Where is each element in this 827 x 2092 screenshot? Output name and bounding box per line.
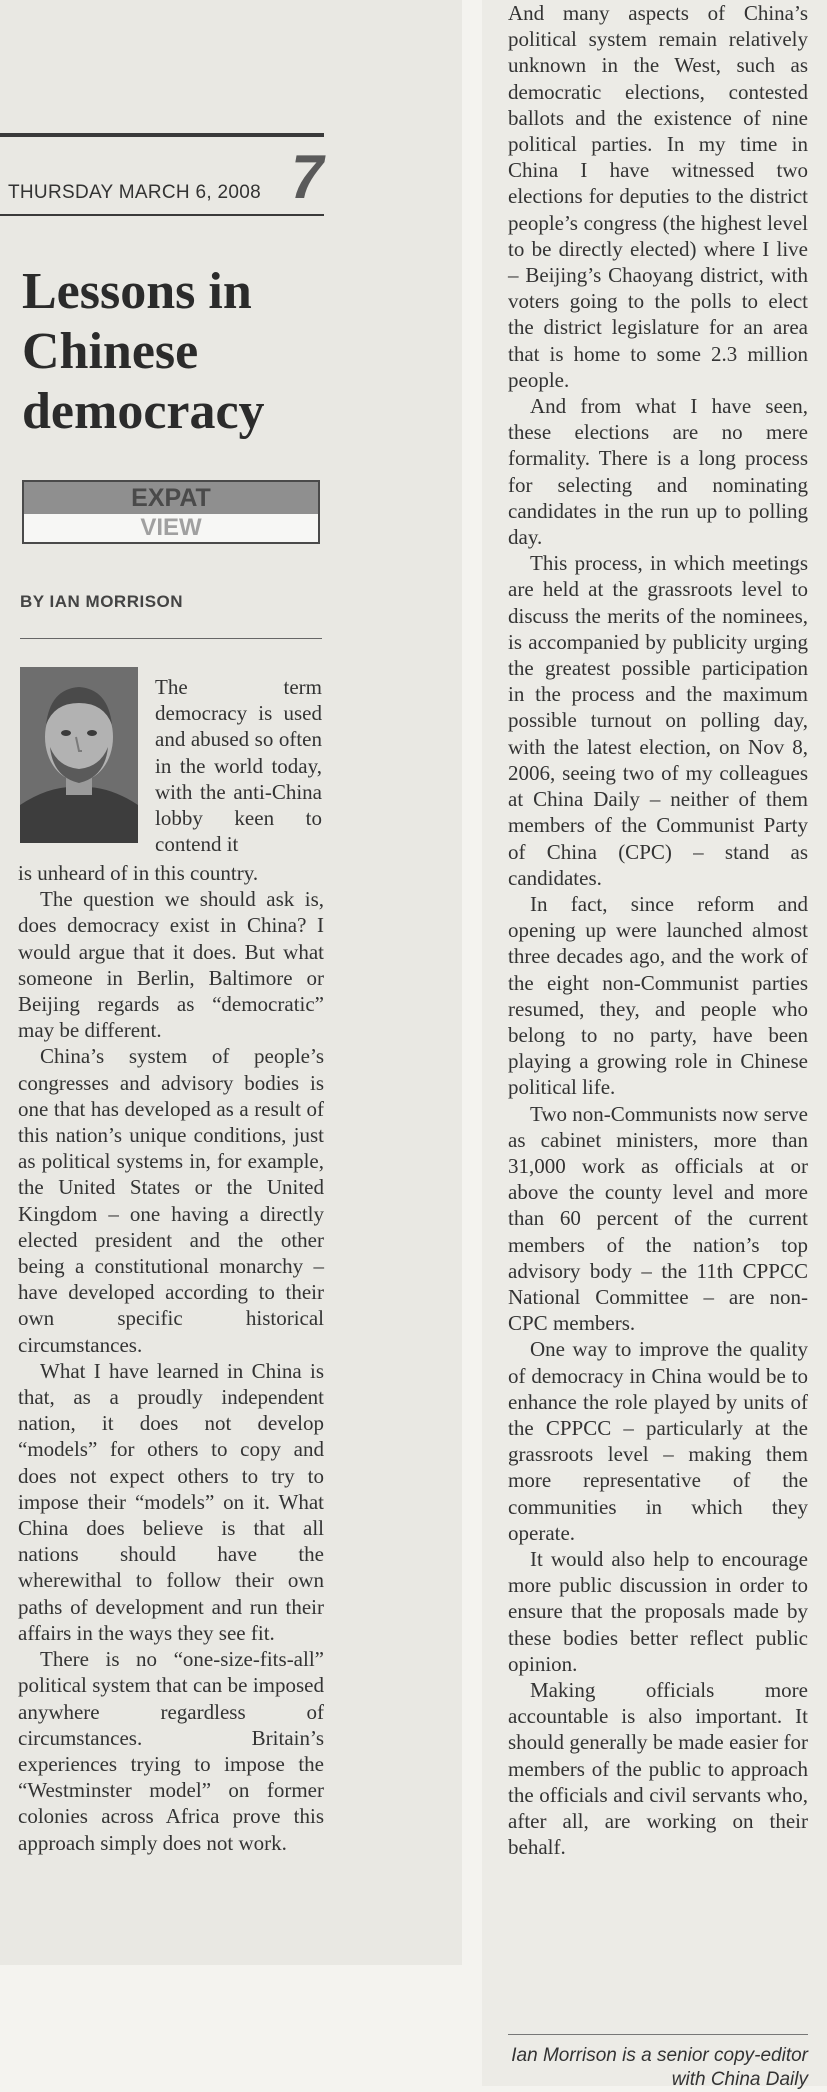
body-paragraph: Making officials more accountable is also important. It should generally be made easier for members of the public to approach the officials and civil servants who, after all, are working on their behalf. — [508, 1678, 808, 1860]
body-paragraph: And many aspects of China’s political system remain relatively unknown in the West, such as democratic elections, contested ballots and the existence of nine political parties. In my time in China I have witnessed two elections for deputies to the district people’s congress (the highest level to be directly elected) where I live – Beijing’s Chaoyang district, with voters going to the polls to elect the district legislature for an area that is home to some 2.3 million people. — [508, 1, 808, 392]
bio-rule — [508, 2034, 808, 2035]
body-paragraph: It would also help to encourage more public discussion in order to ensure that the proposals made by these bodies better reflect public opinion. — [508, 1546, 808, 1676]
body-paragraph: In fact, since reform and opening up were launched almost three decades ago, and the work of the eight non-Communist parties resumed, they, and people who belong to no party, have been playing a growing role in Chinese political life. — [508, 891, 808, 1100]
intro-text — [155, 674, 322, 857]
intro-paragraph: The term democracy is used and abused so often in the world today, with the anti-China lobby keen to contend it — [155, 675, 322, 857]
body-paragraph: Two non-Communists now serve as cabinet ministers, more than 31,000 work as officials at or above the county level and more than 60 percent of the current members of the nation’s top advisory body – the 11th CPPCC National Committee – are non-CPC members. — [508, 1101, 808, 1336]
headline: Lessons in Chinese democracy — [22, 263, 265, 440]
intro-continued: is unheard of in this country. — [18, 861, 259, 885]
column-badge — [22, 480, 320, 544]
author-portrait-icon — [20, 667, 138, 843]
column-badge-top: EXPAT — [24, 482, 318, 514]
byline-rule — [20, 638, 322, 639]
right-body — [508, 0, 808, 1860]
body-paragraph: China’s system of people’s congresses and advisory bodies is one that has developed as a result of this nation’s unique conditions, just as political systems in, for example, the United States or the United Kingdom – one having a directly elected president and the other being a constitutional monarchy – have developed according to their own specific historical circumstances. — [18, 1044, 324, 1357]
body-paragraph: And from what I have seen, these elections are no mere formality. There is a long process for selecting and nominating candidates in the run up to polling day. — [508, 394, 808, 550]
body-paragraph: What I have learned in China is that, as a proudly independent nation, it does not develop “models” for others to copy and does not expect others to try to impose their “models” on it. What China does believe is that all nations should have the wherewithal to follow their own paths of development and run their affairs in the ways they see fit. — [18, 1358, 324, 1645]
dateline-rule — [0, 214, 324, 216]
body-paragraph: One way to improve the quality of democracy in China would be to enhance the role played by units of the CPPCC – particularly at the grassroots level – making them more representative of the communities in which they operate. — [508, 1337, 808, 1545]
page-number: 7 — [283, 143, 331, 212]
issue-date: THURSDAY MARCH 6, 2008 — [8, 182, 261, 203]
author-bio: Ian Morrison is a senior copy-editor with China Daily — [511, 2045, 808, 2090]
dateline — [8, 143, 331, 216]
left-body — [18, 860, 324, 1856]
body-paragraph: There is no “one-size-fits-all” political system that can be imposed anywhere regardless of circumstances. Britain’s experiences trying to impose the “Westminster model” on former colonies across Africa prove this approach simply does not work. — [18, 1647, 324, 1855]
byline: BY IAN MORRISON — [20, 592, 184, 611]
body-paragraph: This process, in which meetings are held at the grassroots level to discuss the merits of the nominees, is accompanied by publicity urging the greatest possible participation in the process and the maximum possible turnout on polling day, with the latest election, on Nov 8, 2006, seeing two of my colleagues at China Daily – neither of them members of the Communist Party of China (CPC) – stand as candidates. — [508, 551, 808, 890]
body-paragraph: The question we should ask is, does democracy exist in China? I would argue that it does. But what someone in Berlin, Baltimore or Beijing regards as “democratic” may be different. — [18, 887, 324, 1043]
column-badge-bottom: VIEW — [24, 514, 318, 542]
author-photo — [20, 667, 138, 843]
header-rule — [0, 133, 324, 137]
